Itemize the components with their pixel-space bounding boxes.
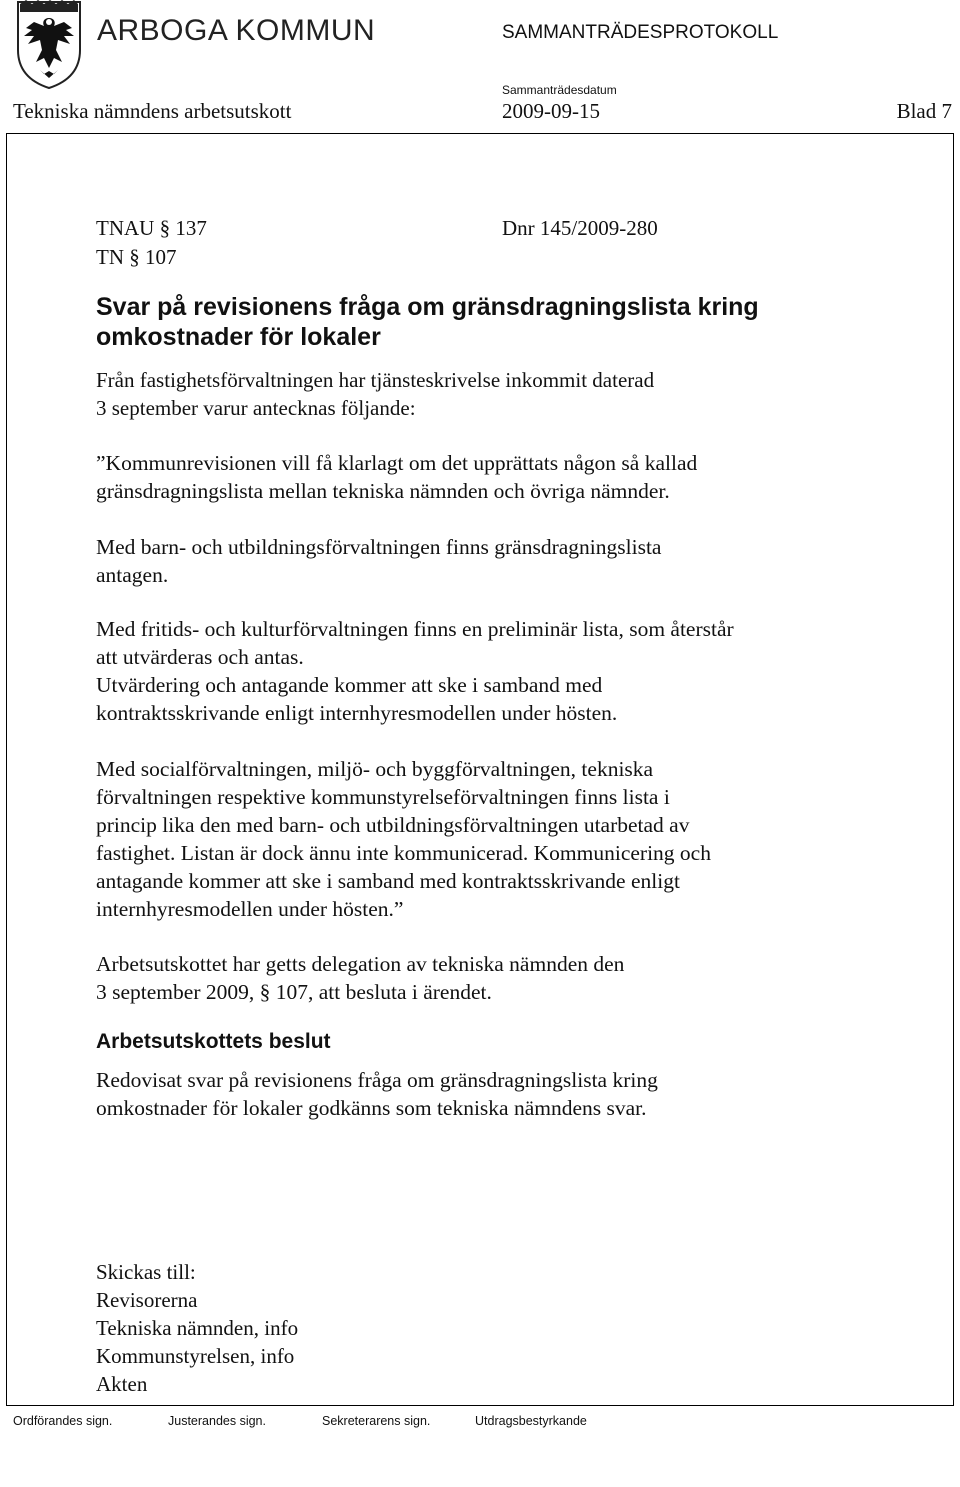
text-line: Med socialförvaltningen, miljö- och byggförvaltningen, tekniska (96, 757, 654, 781)
recipient: Kommunstyrelsen, info (96, 1344, 295, 1368)
text-line: fastighet. Listan är dock ännu inte kommunicerad. Kommunicering och (96, 841, 711, 865)
text-line: internhyresmodellen under hösten.” (96, 897, 404, 921)
recipient: Akten (96, 1372, 148, 1396)
footer-divider (6, 1405, 954, 1406)
text-line: Från fastighetsförvaltningen har tjänsteskrivelse inkommit daterad (96, 368, 655, 392)
quote-paragraph-4 (96, 755, 916, 923)
title-line: Svar på revisionens fråga om gränsdragningslista kring (96, 293, 759, 321)
page-number: Blad 7 (896, 99, 952, 123)
delegation-paragraph (96, 950, 916, 1006)
case-ref-tnau: TNAU § 137 (96, 216, 207, 240)
text-line: Arbetsutskottet har getts delegation av tekniska nämnden den (96, 952, 625, 976)
distribution-label: Skickas till: (96, 1260, 196, 1284)
meeting-date: 2009-09-15 (502, 99, 600, 123)
text-line: Med barn- och utbildningsförvaltningen finns gränsdragningslista (96, 535, 662, 559)
text-line: gränsdragningslista mellan tekniska nämnden och övriga nämnder. (96, 479, 670, 503)
intro-paragraph (96, 366, 916, 422)
signature-footer (0, 1405, 960, 1487)
coat-of-arms-logo (14, 0, 84, 90)
text-line: Med fritids- och kulturförvaltningen finns en preliminär lista, som återstår (96, 617, 734, 641)
page-title (96, 292, 896, 352)
text-line: kontraktsskrivande enligt internhyresmodellen under hösten. (96, 701, 618, 725)
text-line: att utvärderas och antas. (96, 645, 304, 669)
document-type: SAMMANTRÄDESPROTOKOLL (502, 22, 779, 43)
organization-name: ARBOGA KOMMUN (97, 14, 376, 47)
extract-certification-label: Utdragsbestyrkande (475, 1414, 587, 1428)
recipient: Tekniska nämnden, info (96, 1316, 299, 1340)
text-line: antagen. (96, 563, 169, 587)
text-line: antagande kommer att ske i samband med kontraktsskrivande enligt (96, 869, 680, 893)
text-line: ”Kommunrevisionen vill få klarlagt om det upprättats någon så kallad (96, 451, 698, 475)
text-line: 3 september 2009, § 107, att besluta i ärendet. (96, 980, 492, 1004)
quote-paragraph-3 (96, 615, 916, 727)
text-line: Redovisat svar på revisionens fråga om gränsdragningslista kring (96, 1068, 658, 1092)
text-line: princip lika den med barn- och utbildningsförvaltningen utarbetad av (96, 813, 690, 837)
decision-heading: Arbetsutskottets beslut (96, 1030, 331, 1053)
text-line: förvaltningen respektive kommunstyrelseförvaltningen finns lista i (96, 785, 670, 809)
case-references (96, 214, 207, 272)
distribution-list (96, 1258, 298, 1398)
title-line: omkostnader för lokaler (96, 323, 381, 351)
text-line: omkostnader för lokaler godkänns som tekniska nämndens svar. (96, 1096, 647, 1120)
decision-paragraph (96, 1066, 916, 1122)
text-line: 3 september varur antecknas följande: (96, 396, 416, 420)
case-ref-tn: TN § 107 (96, 245, 177, 269)
committee-name: Tekniska nämndens arbetsutskott (13, 99, 292, 123)
quote-paragraph-2 (96, 533, 916, 589)
adjuster-signature-label: Justerandes sign. (168, 1414, 266, 1428)
secretary-signature-label: Sekreterarens sign. (322, 1414, 431, 1428)
date-label: Sammanträdesdatum (502, 83, 617, 97)
diary-number: Dnr 145/2009-280 (502, 216, 658, 240)
text-line: Utvärdering och antagande kommer att ske i samband med (96, 673, 603, 697)
chair-signature-label: Ordförandes sign. (13, 1414, 113, 1428)
recipient: Revisorerna (96, 1288, 198, 1312)
quote-paragraph-1 (96, 449, 916, 505)
